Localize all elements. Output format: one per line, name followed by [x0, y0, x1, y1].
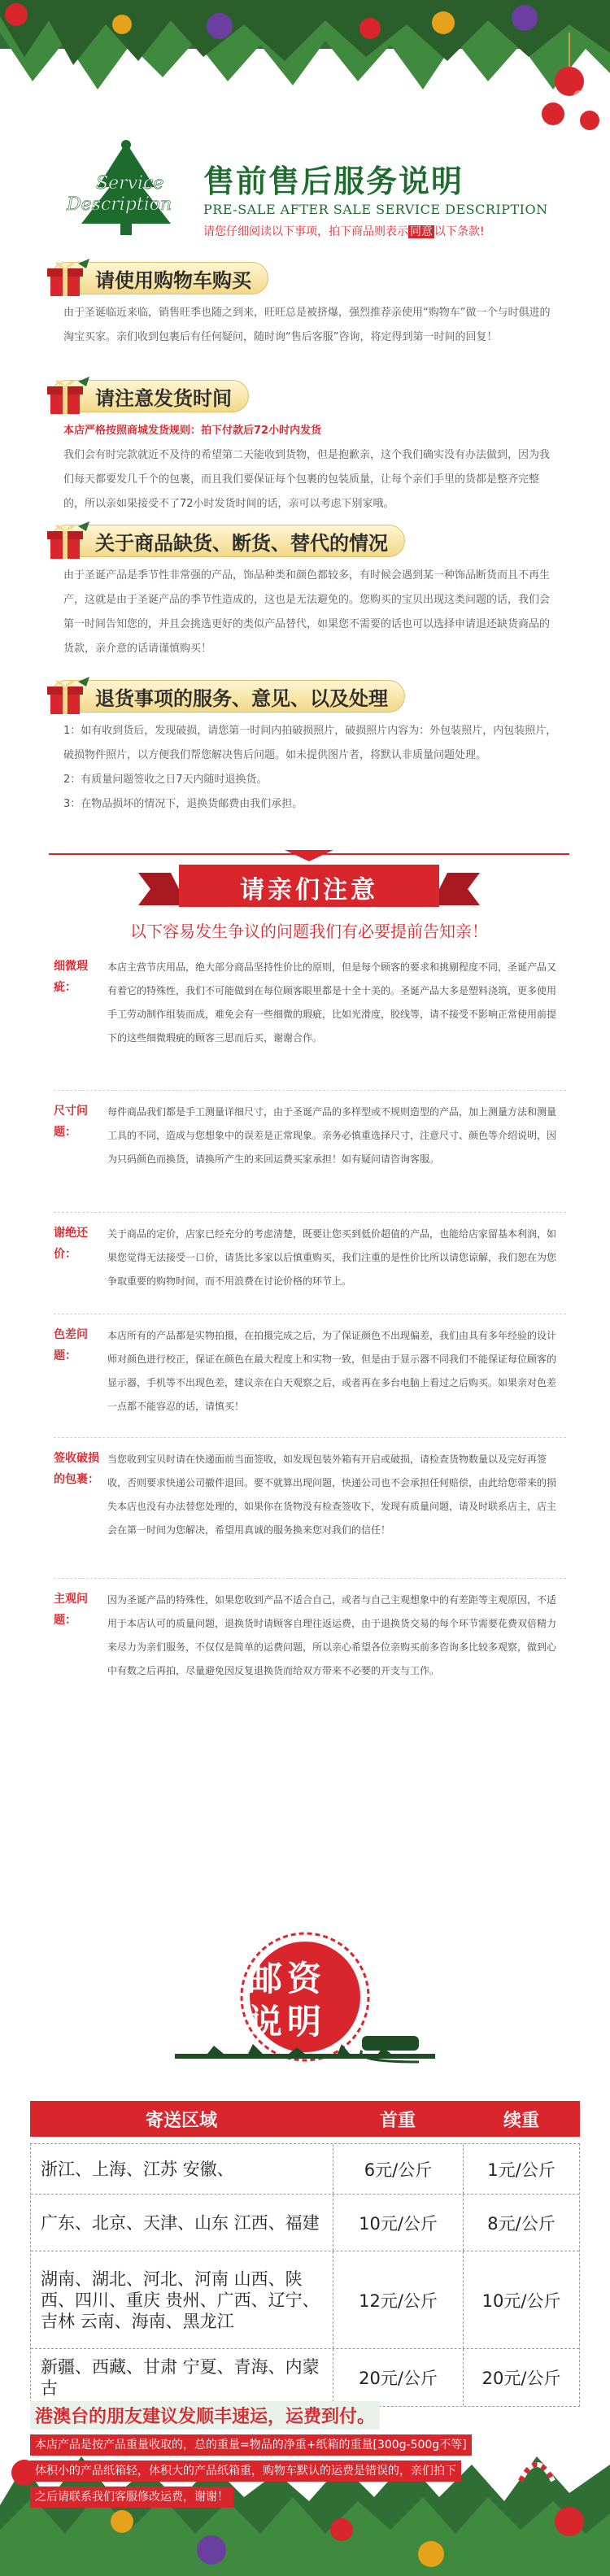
- list-item: 2：有质量问题签收之日7天内随时退换货。: [63, 774, 268, 786]
- note-label: 谢绝还价：: [54, 1227, 88, 1261]
- gift-box-icon: [42, 375, 91, 417]
- region-cell: 广东、北京、天津、山东 江西、福建: [31, 2195, 333, 2251]
- additional-weight-cell: 10元/公斤: [481, 2291, 561, 2311]
- header-note-highlight: 同意: [410, 225, 433, 238]
- region-cell: 浙江、上海、江苏 安徽、: [31, 2144, 333, 2194]
- column-header-region: 寄送区域: [145, 2110, 217, 2131]
- attention-subtitle: 以下容易发生争议的问题我们有必要提前告知亲！: [130, 922, 488, 941]
- logo-description-text: Description: [67, 194, 172, 215]
- table-row: [31, 2251, 579, 2349]
- attention-banner: [49, 850, 569, 948]
- returns-list: [50, 714, 571, 817]
- attention-title: 请亲们注意: [240, 876, 378, 904]
- note-label: 尺寸问题：: [54, 1105, 88, 1139]
- region-cell: 新疆、西藏、甘肃 宁夏、青海、内蒙古: [31, 2349, 333, 2406]
- section-title: 退货事项的服务、意见、以及处理: [95, 686, 388, 710]
- christmas-garland-top: [0, 0, 610, 130]
- gift-box-icon: [42, 675, 91, 717]
- list-item: 3：在物品损坏的情况下，退换货邮费由我们承担。: [63, 798, 303, 810]
- table-row: [31, 2144, 579, 2195]
- divider: [54, 1090, 566, 1091]
- section-stock: [50, 523, 571, 661]
- section-shipping-time: [50, 378, 571, 517]
- gift-box-icon: [42, 520, 91, 562]
- section-header: [50, 678, 571, 714]
- column-header-first-weight: 首重: [379, 2110, 416, 2131]
- note-text: 当您收到宝贝时请在快递面前当面签收，如发现包装外箱有开启或破损，请检查货物数量以及完好再签收，否则要求快递公司撤件退回。要不就算出现问题，快递公司也不会承担任何赔偿，由此给您带来的损失本店也没有办法替您处理的，如果你在货物没有检查签收下，发现有质量问题，请及时联系店主，店主会在第一时间为您解决，希望用真诚的服务换来您对我们的信任！: [107, 1454, 557, 1536]
- header-note-before: 请您仔细阅读以下事项，拍下商品则表示: [203, 225, 408, 238]
- section-header: [50, 378, 571, 414]
- note-text: 本店主营节庆用品，绝大部分商品坚持性价比的原则，但是每个顾客的要求和挑剔程度不同，圣诞产品又有着它的特殊性，我们不可能做到在每位顾客眼里都是十全十美的。圣诞产品大多是塑料浇筑，更多使用手工劳动制作组装而成，难免会有一些细微的瑕疵，比如光滑度，胶线等，请不接受不影响正常使用前提下的这些细微瑕疵的顾客三思而后买，谢谢合作。: [107, 961, 557, 1044]
- section-pill: [50, 680, 405, 713]
- footer-notes: [30, 2434, 580, 2513]
- divider: [54, 1437, 566, 1438]
- note-label: 色差问题：: [54, 1328, 88, 1362]
- postage-badge-line2: 说明: [248, 2002, 327, 2042]
- gift-box-icon: [42, 257, 91, 299]
- note-label: 细微瑕疵：: [54, 960, 88, 994]
- logo-service-text: Service: [96, 173, 164, 194]
- section-title: 请使用购物车购买: [95, 268, 251, 292]
- additional-weight-cell: 20元/公斤: [481, 2369, 561, 2388]
- additional-weight-cell: 8元/公斤: [487, 2213, 556, 2234]
- column-header-additional-weight: 续重: [503, 2110, 539, 2131]
- section-body: [50, 414, 571, 517]
- first-weight-cell: 6元/公斤: [333, 2144, 464, 2194]
- christmas-tree-logo: [49, 138, 195, 252]
- note-text: 本店所有的产品都是实物拍摄，在拍摄完成之后，为了保证颜色不出现偏差，我们由具有多年经验的设计师对颜色进行校正，保证在颜色在最大程度上和实物一致，但是由于显示器不同我们不能保证每位顾客的显示器，手机等不出现色差，建议亲在白天观察之后，或者再在多台电脑上看过之后购买。如果亲对色差一点都不能容忍的话，请慎买！: [107, 1330, 557, 1412]
- page-header: [49, 138, 577, 260]
- footer-note-line: 本店产品是按产品重量收取的，总的重量=物品的净重+纸箱的重量[300g-500g不等]: [30, 2434, 472, 2456]
- section-title: 请注意发货时间: [95, 386, 232, 410]
- table-row: [31, 2195, 579, 2251]
- first-weight-cell: 20元/公斤: [333, 2349, 464, 2406]
- first-weight-cell: 12元/公斤: [333, 2251, 464, 2348]
- page-title: 售前售后服务说明: [203, 163, 464, 199]
- note-label: 主观问题：: [54, 1593, 88, 1627]
- additional-weight-cell: 1元/公斤: [487, 2160, 556, 2180]
- section-pill: [50, 525, 405, 557]
- section-header: [50, 523, 571, 559]
- postage-badge: [175, 1932, 435, 2078]
- section-shopping-cart: [50, 260, 571, 377]
- footer-note-line: 之后请联系我们客服修改运费，谢谢！: [30, 2487, 233, 2508]
- list-item: 1：如有收到货后，发现破损，请您第一时间内拍破损照片，破损照片内容为：外包装照片，内包装照片，破损物件照片，以方便我们帮您解决售后问题。如未提供图片者，将默认非质量问题处理。: [63, 725, 557, 761]
- section-title: 关于商品缺货、断货、替代的情况: [95, 531, 388, 555]
- note-label: 签收破损的包裹：: [54, 1452, 99, 1486]
- divider: [54, 1212, 566, 1213]
- first-weight-cell: 10元/公斤: [333, 2195, 464, 2251]
- header-note-after: 以下条款!: [434, 225, 485, 238]
- note-text: 关于商品的定价，店家已经充分的考虑清楚，既要让您买到低价超值的产品，也能给店家留基本利润，如果您觉得无法接受一口价，请货比多家以后慎重购买，我们注重的是性价比所以请您谅解，我们恕在为您争取重要的购物时间，而不用浪费在讨论价格的环节上。: [107, 1228, 557, 1287]
- footer-note-line: 体积小的产品纸箱轻，体积大的产品纸箱重，购物车默认的运费是错误的，亲们拍下: [30, 2460, 461, 2482]
- divider: [54, 1578, 566, 1579]
- header-note: [203, 223, 485, 239]
- shipping-time-text: 我们会有时完款就近不及待的希望第二天能收到货物，但是抱歉亲，这个我们确实没有办法做到，因为我们每天都要发几千个的包裹，而且我们要保证每个包裹的包装质量，让每个亲们手里的货都是整齐完整的，所以亲如果接受不了72小时发货时间的话，亲可以考虑下别家哦。: [63, 449, 551, 510]
- section-returns: [50, 678, 571, 817]
- note-text: 因为圣诞产品的特殊性，如果您收到产品不适合自己，或者与自己主观想象中的有差距等主观原因，不适用于本店认可的质量问题，退换货时请顾客自理往返运费，由于退换货交易的每个环节需要花费双倍精力来尽力为亲们服务，不仅仅是简单的运费问题，所以亲心希望各位亲购买前多咨询多比较多观察，做到心中有数之后再拍，尽量避免因反复退换货而给双方带来不必要的开支与工作。: [107, 1594, 557, 1676]
- section-header: [50, 260, 571, 296]
- section-body: 由于圣诞产品是季节性非常强的产品，饰品种类和颜色都较多，有时候会遇到某一种饰品断货而且不再生产，这就是由于圣诞产品的季节性造成的，这也是无法避免的。您购买的宝贝出现这类问题的话，我们会第一时间告知您的，并且会挑选更好的类似产品替代，如果您不需要的话也可以选择申请退还缺货商品的货款，亲介意的话请谨慎购买！: [63, 569, 551, 655]
- hk-shipping-note: 港澳台的朋友建议发顺丰速运，运费到付。: [30, 2401, 380, 2430]
- shipping-rule-line: 本店严格按照商城发货规则：拍下付款后72小时内发货: [63, 425, 322, 437]
- shipping-table-header: [30, 2101, 580, 2137]
- page-subtitle: PRE-SALE AFTER SALE SERVICE DESCRIPTION: [203, 202, 548, 217]
- section-body: 由于圣诞临近来临，销售旺季也随之到来，旺旺总是被挤爆，强烈推荐亲使用“购物车”做一个与时俱进的淘宝买家。亲们收到包裹后有任何疑问，随时询“售后客服”咨询，将定得到第一时间的回复！: [63, 307, 551, 343]
- note-text: 每件商品我们都是手工测量详细尺寸，由于圣诞产品的多样型或不规则造型的产品，加上测量方法和测量工具的不同，造成与您想象中的误差是正常现象。亲务必慎重选择尺寸，注意尺寸、颜色等介绍说明，因为只码颜色而换货，请换所产生的来回运费买家承担！如有疑问请咨询客服。: [107, 1106, 557, 1165]
- region-cell: 湖南、湖北、河北、河南 山西、陕西、四川、重庆 贵州、广西、辽宁、吉林 云南、海南、黑龙江: [31, 2251, 333, 2348]
- postage-badge-line1: 邮资: [248, 1959, 327, 1998]
